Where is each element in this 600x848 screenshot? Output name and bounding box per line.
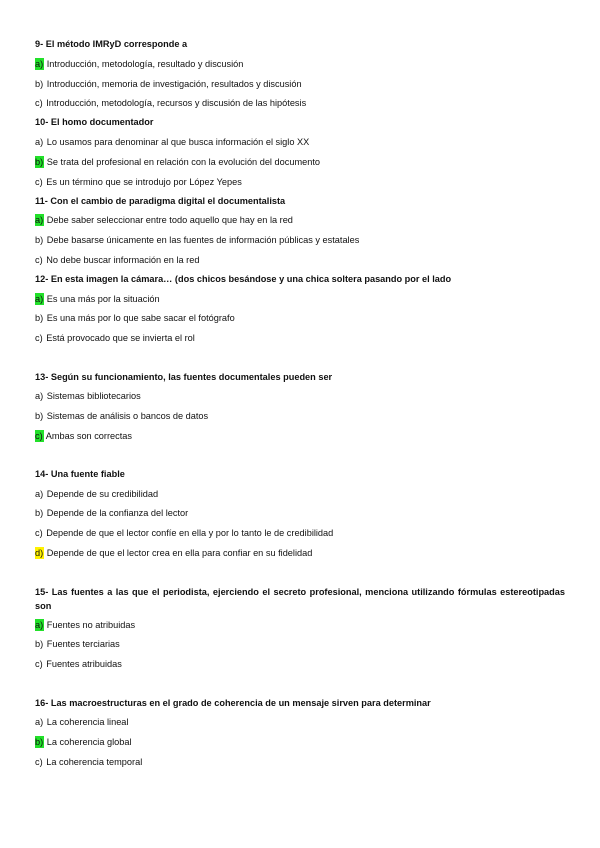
- option-text: Fuentes terciarias: [46, 639, 120, 649]
- option-marker: c): [35, 255, 43, 265]
- question-title: 15- Las fuentes a las que el periodista, ejerciendo el secreto profesional, menciona utilizando fórmulas estereotipadas son: [35, 587, 565, 611]
- option-text: La coherencia lineal: [46, 717, 129, 727]
- option-marker: c): [35, 333, 43, 343]
- option-text: La coherencia global: [46, 737, 132, 747]
- question-title: 9- El método IMRyD corresponde a: [35, 39, 188, 49]
- answer-option: [35, 638, 565, 650]
- answer-option: [35, 488, 565, 500]
- option-marker: b): [35, 235, 44, 245]
- option-text: No debe buscar información en la red: [46, 255, 200, 265]
- option-marker: c): [35, 177, 43, 187]
- option-marker-highlighted: a): [35, 620, 44, 630]
- question-title: 12- En esta imagen la cámara… (dos chicos besándose y una chica soltera pasando por el lado: [35, 274, 452, 284]
- option-text: Fuentes atribuidas: [46, 659, 122, 669]
- option-marker: c): [35, 528, 43, 538]
- answer-option: [35, 736, 565, 748]
- option-text: Ambas son correctas: [45, 431, 132, 441]
- answer-option: [35, 176, 565, 188]
- option-marker: b): [35, 639, 44, 649]
- question-title: 16- Las macroestructuras en el grado de coherencia de un mensaje sirven para determinar: [35, 698, 431, 708]
- option-marker: c): [35, 98, 43, 108]
- answer-option: [35, 527, 565, 539]
- option-text: Depende de que el lector confíe en ella y por lo tanto le de credibilidad: [46, 528, 334, 538]
- option-marker-highlighted: a): [35, 59, 44, 69]
- option-marker: a): [35, 391, 44, 401]
- option-text: Introducción, metodología, resultado y discusión: [46, 59, 244, 69]
- option-text: Introducción, metodología, recursos y discusión de las hipótesis: [46, 98, 307, 108]
- question-title: 10- El homo documentador: [35, 117, 154, 127]
- answer-option: [35, 78, 565, 90]
- option-text: Debe saber seleccionar entre todo aquello que hay en la red: [46, 215, 293, 225]
- option-marker: c): [35, 659, 43, 669]
- answer-option: [35, 136, 565, 148]
- option-marker: c): [35, 757, 43, 767]
- question-title: 11- Con el cambio de paradigma digital el documentalista: [35, 196, 286, 206]
- answer-option: [35, 410, 565, 422]
- answer-option: [35, 507, 565, 519]
- option-text: Es una más por lo que sabe sacar el fotógrafo: [46, 313, 235, 323]
- answer-option: [35, 332, 565, 344]
- option-text: Fuentes no atribuidas: [46, 620, 136, 630]
- option-text: Es un término que se introdujo por López Yepes: [46, 177, 242, 187]
- answer-option: [35, 312, 565, 324]
- option-text: Depende de que el lector crea en ella para confiar en su fidelidad: [46, 548, 313, 558]
- option-marker: a): [35, 489, 44, 499]
- answer-option: [35, 756, 565, 768]
- option-text: Depende de la confianza del lector: [46, 508, 189, 518]
- answer-option: [35, 716, 565, 728]
- option-marker-highlighted: b): [35, 157, 44, 167]
- option-marker-highlighted: c): [35, 431, 43, 441]
- option-marker: b): [35, 411, 44, 421]
- option-marker-highlighted: d): [35, 548, 44, 558]
- option-marker: b): [35, 313, 44, 323]
- option-text: Sistemas bibliotecarios: [46, 391, 141, 401]
- option-text: Lo usamos para denominar al que busca información el siglo XX: [46, 137, 310, 147]
- option-marker-highlighted: a): [35, 294, 44, 304]
- option-text: Introducción, memoria de investigación, resultados y discusión: [46, 79, 302, 89]
- answer-option: [35, 254, 565, 266]
- option-text: Sistemas de análisis o bancos de datos: [46, 411, 209, 421]
- answer-option: [35, 658, 565, 670]
- option-marker: a): [35, 717, 44, 727]
- answer-option: [35, 214, 565, 226]
- option-text: La coherencia temporal: [46, 757, 143, 767]
- option-marker-highlighted: b): [35, 737, 44, 747]
- answer-option: [35, 234, 565, 246]
- answer-option: [35, 97, 565, 109]
- answer-option: [35, 547, 565, 559]
- answer-option: [35, 156, 565, 168]
- question-title: 14- Una fuente fiable: [35, 469, 125, 479]
- option-text: Depende de su credibilidad: [46, 489, 159, 499]
- answer-option: [35, 390, 565, 402]
- option-text: Se trata del profesional en relación con la evolución del documento: [46, 157, 320, 167]
- option-text: Es una más por la situación: [46, 294, 160, 304]
- answer-option: [35, 58, 565, 70]
- option-text: Está provocado que se invierta el rol: [46, 333, 195, 343]
- question-title: 13- Según su funcionamiento, las fuentes documentales pueden ser: [35, 372, 333, 382]
- option-marker: b): [35, 508, 44, 518]
- option-text: Debe basarse únicamente en las fuentes de información públicas y estatales: [46, 235, 360, 245]
- answer-option: [35, 293, 565, 305]
- option-marker: b): [35, 79, 44, 89]
- option-marker-highlighted: a): [35, 215, 44, 225]
- answer-option: [35, 619, 565, 631]
- option-marker: a): [35, 137, 44, 147]
- answer-option: [35, 430, 565, 442]
